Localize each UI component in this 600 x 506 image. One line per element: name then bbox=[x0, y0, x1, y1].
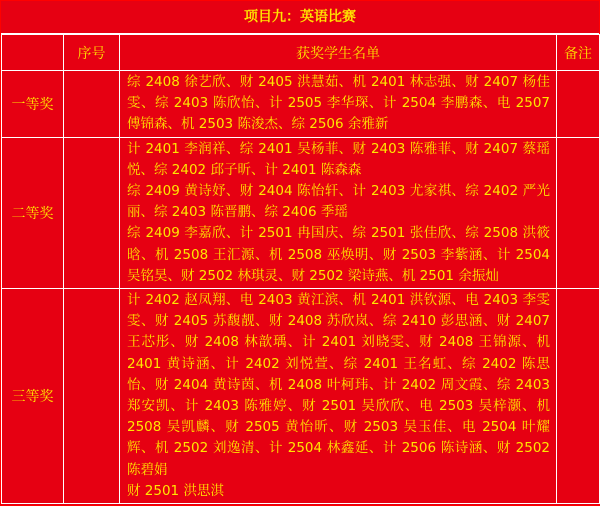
notes-cell bbox=[557, 289, 600, 504]
serial-cell bbox=[64, 137, 120, 288]
prize-rank: 三等奖 bbox=[2, 289, 64, 504]
prize-rank: 一等奖 bbox=[2, 71, 64, 138]
table-row bbox=[2, 71, 600, 138]
notes-cell bbox=[557, 137, 600, 288]
winner-names: 综 2409 李嘉欣、计 2501 冉国庆、综 2501 张佳欣、综 2508 洪筱晗、机 2508 王汇源、机 2508 巫焕明、财 2503 李紫涵、计 2504 吴铭昊、财 2502 林琪灵、财 2502 梁诗燕、机 2501 余振灿 bbox=[127, 225, 550, 284]
notes-cell bbox=[557, 71, 600, 138]
sheet-title: 项目九：英语比赛 bbox=[1, 1, 599, 34]
prize-rank: 二等奖 bbox=[2, 137, 64, 288]
serial-header: 序号 bbox=[64, 35, 120, 71]
header-row bbox=[2, 35, 600, 71]
notes-header: 备注 bbox=[557, 35, 600, 71]
serial-cell bbox=[64, 71, 120, 138]
rank-header bbox=[2, 35, 64, 71]
winner-names: 计 2401 李润祥、综 2401 吴杨菲、财 2403 陈雅菲、财 2407 蔡瑶悦、综 2402 邱子昕、计 2401 陈森森 bbox=[127, 140, 550, 178]
serial-cell bbox=[64, 289, 120, 504]
table-row bbox=[2, 137, 600, 288]
award-table bbox=[1, 34, 600, 504]
winner-names: 计 2402 赵凤翔、电 2403 黄江滨、机 2401 洪钦源、电 2403 李雯雯、财 2405 苏馥靓、财 2408 苏欣岚、综 2410 彭思涵、财 2407 王芯彤、财 2408 林歆瑀、计 2401 刘晓雯、财 2408 王锦源、机 2401 黄诗涵、计 2402 刘悦萱、综 2401 王名虹、综 2402 陈思怡、财 2404 黄诗茵、机 2408 叶柯玮、计 2402 周文霞、综 2403 郑安凯、计 2403 陈雅婷、财 2501 吴欣欣、电 2503 吴梓灏、机 2508 吴凯麟、财 2505 黄怡昕、财 2503 吴玉佳、电 2504 叶耀辉、机 2502 刘逸清、计 2504 林鑫延、计 2506 陈诗涵、财 2502 陈碧娟 bbox=[127, 292, 550, 478]
winner-names: 综 2408 徐艺欣、财 2405 洪慧茹、机 2401 林志强、财 2407 杨佳雯、综 2403 陈欣怡、计 2505 李华琛、计 2504 李鹏森、电 2507 傅锦森、机 2503 陈浚杰、综 2506 余雅新 bbox=[127, 74, 550, 133]
winners-header: 获奖学生名单 bbox=[120, 35, 557, 71]
table-row bbox=[2, 289, 600, 504]
winner-list bbox=[120, 289, 557, 504]
winner-list bbox=[120, 71, 557, 138]
winner-names: 综 2409 黄诗妤、财 2404 陈怡轩、计 2403 尤家祺、综 2402 严光丽、综 2403 陈晋鹏、综 2406 季瑶 bbox=[127, 183, 550, 221]
winner-names: 财 2501 洪思淇 bbox=[127, 482, 224, 499]
winner-list bbox=[120, 137, 557, 288]
